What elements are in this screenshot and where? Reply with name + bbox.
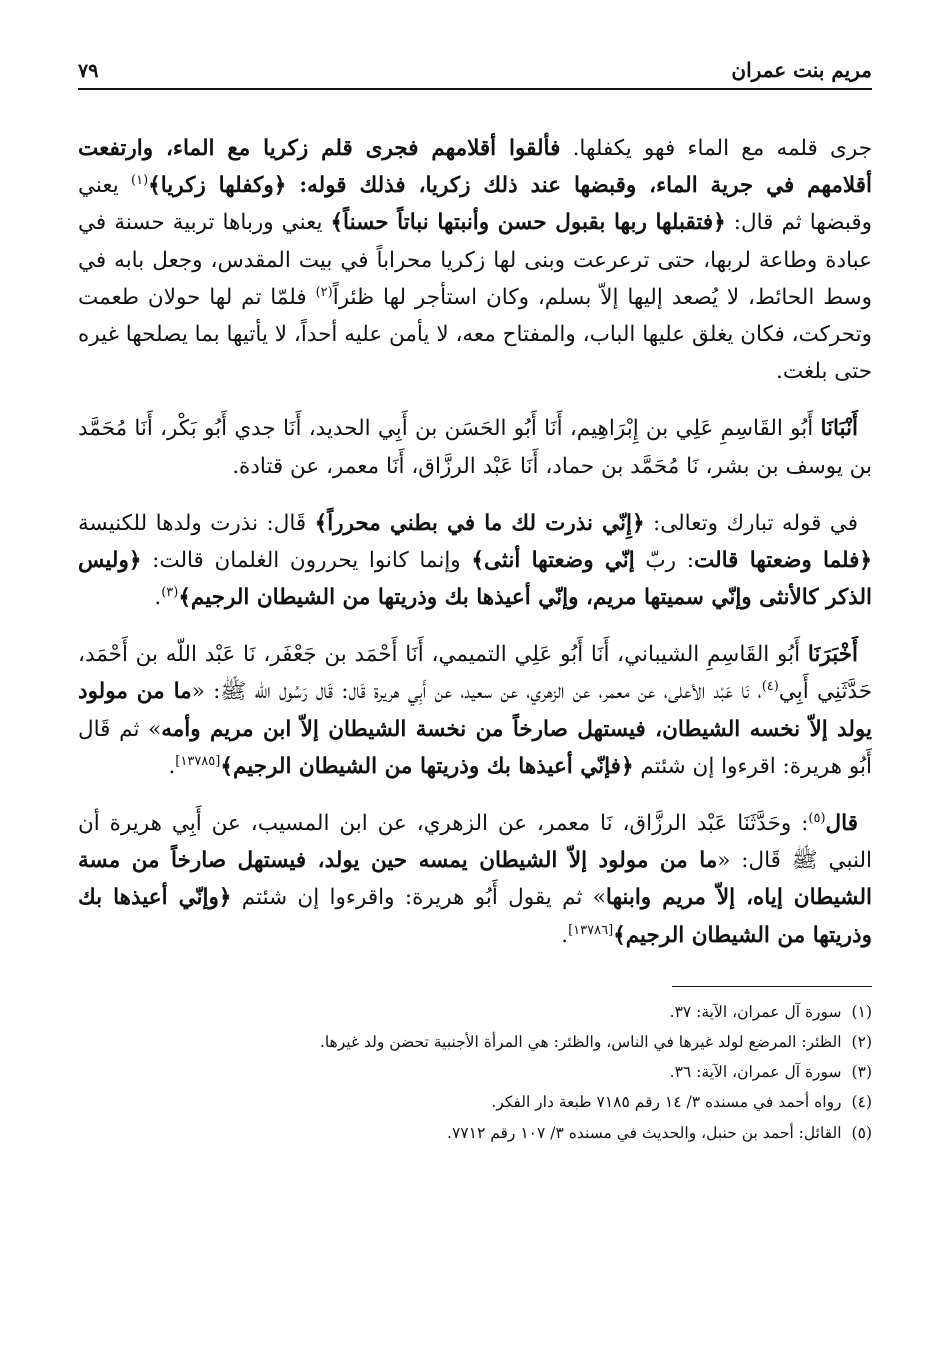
footnotes [78, 997, 872, 1148]
text-run: . [561, 922, 569, 948]
text-run: » ثم قَال أَبُو هريرة: اقرءوا إن شئتم [78, 716, 872, 779]
bold-text: ﴿فلما وضعتها قالت [693, 547, 872, 573]
bold-text: ﴿وليس الذكر كالأنثى وإنّي سميتها مريم، وإنّي أعيذها بك وذريتها من الشيطان الرجيم﴾ [78, 547, 872, 611]
footnote [78, 1118, 872, 1148]
reference-marker: (٣) [161, 584, 179, 600]
bold-text: ما من مولود إلاّ الشيطان يمسه حين يولد، فيستهل صارخاً من مسة الشيطان إياه، إلاّ مريم وابنها [78, 848, 872, 911]
footnote [78, 997, 872, 1027]
text-run: أَبُو القَاسِمِ عَلِي بن إِبْرَاهِيم، أَنَا أَبُو الحَسَن بن أَبِي الحديد، أَنَا جدي أَبُو بَكْر، أَنَا مُحَمَّد بن يوسف بن بشر، نَا مُحَمَّد بن حماد، أَنَا عَبْد الرزَّاق، أَنَا معمر، عن قتادة. [78, 416, 872, 479]
paragraph [78, 410, 872, 484]
text-run: » ثم يقول أَبُو هريرة: واقرءوا إن شئتم [231, 885, 606, 911]
reference-marker: [١٣٧٨٥] [175, 753, 221, 769]
bold-text: ما من مولود يولد إلاّ نخسه الشيطان، فيستهل صارخاً من نخسة الشيطان إلاّ ابن مريم وأمه [78, 679, 872, 742]
footnote-text: رواه أحمد في مسنده ٣/ ١٤ رقم ٧١٨٥ طبعة دار الفكر. [491, 1093, 842, 1112]
page [78, 58, 872, 1148]
reference-marker: (٢) [315, 284, 333, 300]
footnote-number: (٥) [851, 1123, 872, 1142]
text-run: . [154, 585, 162, 611]
bold-text: قال [825, 811, 858, 836]
page-number: ٧٩ [78, 60, 99, 82]
main-text [78, 130, 872, 954]
reference-marker: (٥) [808, 810, 826, 826]
paragraph [78, 130, 872, 390]
footnote-number: (١) [851, 1002, 872, 1021]
reference-marker: (٤) [761, 679, 779, 695]
text-run: وإنما كانوا يحررون الغلمان قالت: [141, 547, 472, 573]
footnote-separator [672, 986, 872, 987]
bold-text: إنّي وضعتها أنثى﴾ [471, 547, 635, 573]
reference-marker: (١) [131, 173, 149, 189]
paragraph [78, 636, 872, 785]
bold-text: فألقوا أقلامهم فجرى قلم زكريا مع الماء، وارتفعت أقلامهم في جرية الماء، وقبضها عند ذلك زكريا، فذلك قوله: [78, 136, 872, 199]
header-title: مريم بنت عمران [731, 58, 872, 82]
bold-text: ﴿فإنّي أعيذها بك وذريتها من الشيطان الرجيم﴾ [220, 753, 634, 779]
bold-text: أَنْبَانَا [820, 416, 858, 442]
text-run: ، نَا عَبْد الأعلى، عن معمر، عن الزهري، عن سعيد، عن أَبِي هريرة قَال: قَال رَسُول اللّه ﷺ: « [191, 679, 762, 705]
footnote-text: القائل: أحمد بن حنبل، والحديث في مسنده ٣/ ١٠٧ رقم ٧٧١٢. [447, 1123, 842, 1142]
running-header [78, 58, 872, 90]
text-run: . [168, 753, 176, 779]
bold-text: ﴿وكفلها زكريا﴾ [148, 173, 287, 199]
text-run: فلمّا تم لها حولان طعمت وتحركت، فكان يغلق عليها الباب، والمفتاح معه، لا يأمن عليه أحداً، لا يأتيها بما يصلحها غيره حتى بلغت. [78, 284, 872, 385]
bold-text: أَخْبَرَنَا [807, 642, 858, 668]
reference-marker: [١٣٧٨٦] [568, 922, 614, 938]
bold-text: ﴿فتقبلها ربها بقبول حسن وأنبتها نباتاً حسناً﴾ [330, 210, 726, 236]
bold-text: ﴿وإنّي أعيذها بك وذريتها من الشيطان الرجيم﴾ [78, 885, 872, 948]
paragraph [78, 805, 872, 954]
text-run: : وحَدَّثَنَا عَبْد الرزَّاق، نَا معمر، عن الزهري، عن ابن المسيب، عن أَبِي هريرة أن النبي ﷺ قَال: « [78, 811, 872, 874]
footnote-text: سورة آل عمران، الآية: ٣٧. [669, 1002, 842, 1021]
footnote-text: الظئر: المرضع لولد غيرها في الناس، والظئر: هي المرأة الأجنبية تحضن ولد غيرها. [319, 1032, 842, 1051]
text-run: جرى قلمه مع الماء فهو يكفلها. [560, 136, 872, 161]
bold-text: ﴿إِنّي نذرت لك ما في بطني محرراً﴾ [314, 510, 645, 536]
text-run: يعني وقبضها ثم قال: [78, 173, 872, 236]
footnote-number: (٤) [851, 1093, 872, 1112]
footnote-number: (٣) [851, 1063, 872, 1082]
footnote-text: سورة آل عمران، الآية: ٣٦. [669, 1063, 842, 1082]
footnote-number: (٢) [851, 1032, 872, 1051]
text-run: : ربّ [634, 547, 694, 573]
footnote [78, 1087, 872, 1117]
text-run: يعني ورباها تربية حسنة في عبادة وطاعة لربها، حتى ترعرعت وبنى لها زكريا محراباً في بيت المقدس، وجعل بابه في وسط الحائط، لا يُصعد إليها إلاّ بسلم، وكان استأجر لها ظئراً [78, 210, 873, 310]
text-run: قَال: نذرت ولدها للكنيسة [78, 510, 315, 536]
footnote [78, 1057, 872, 1087]
text-run: في قوله تبارك وتعالى: [644, 510, 858, 536]
footnote [78, 1027, 872, 1057]
paragraph [78, 505, 872, 617]
text-run: أَبُو القَاسِمِ الشيباني، أَنَا أَبُو عَلِي التميمي، أَنَا أَحْمَد بن جَعْفَر، نَا عَبْد اللّه بن أَحْمَد، حَدَّثَنِي أَبِي [78, 642, 872, 705]
